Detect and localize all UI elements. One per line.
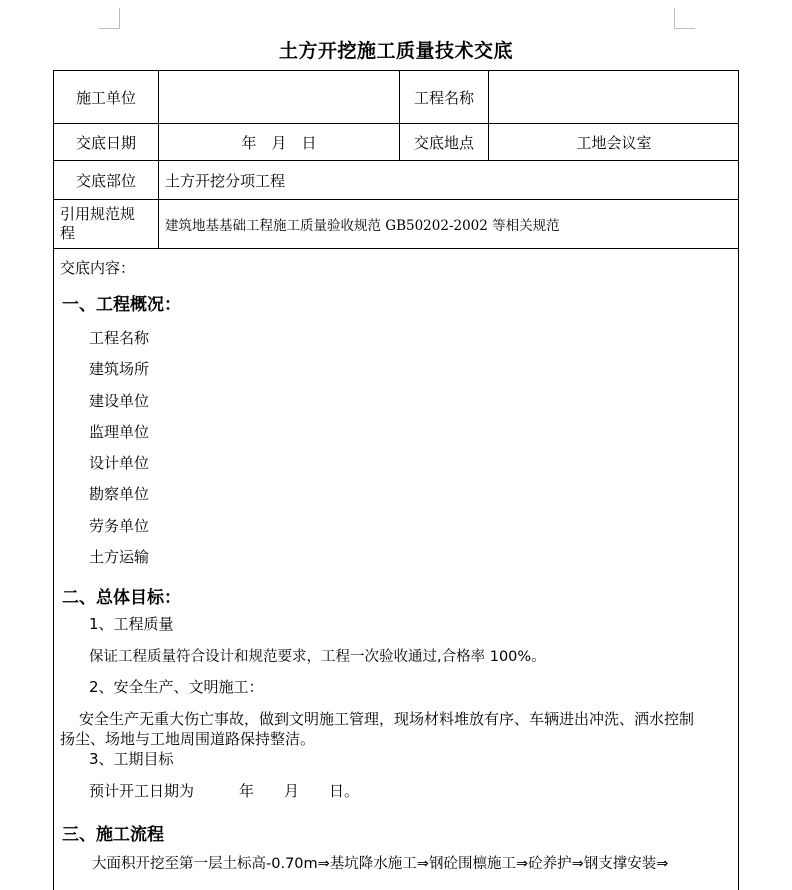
page-corner-mark-right xyxy=(674,8,695,29)
disclosure-form xyxy=(53,70,739,890)
construction-unit-field[interactable] xyxy=(159,71,399,123)
overview-item: 土方运输 xyxy=(89,548,150,566)
document-title: 土方开挖施工质量技术交底 xyxy=(278,40,513,62)
overview-item: 勘察单位 xyxy=(89,485,150,503)
overview-item: 监理单位 xyxy=(89,423,150,441)
safety-goal-title: 2、安全生产、文明施工： xyxy=(89,678,264,696)
page-corner-mark-left xyxy=(99,8,120,29)
disclosure-date-label: 交底日期 xyxy=(75,133,136,152)
quality-goal-title: 1、工程质量 xyxy=(89,615,174,633)
disclosure-date-field[interactable]: 年 月 日 xyxy=(241,133,317,152)
section-process-heading: 三、施工流程 xyxy=(62,825,164,845)
process-flow-text: 大面积开挖至第一层土标高-0.70m⇒基坑降水施工⇒钢砼围檩施工⇒砼养护⇒钢支撑安装⇒ xyxy=(92,856,669,872)
disclosure-place-field[interactable]: 工地会议室 xyxy=(576,133,652,152)
disclosure-place-label: 交底地点 xyxy=(413,133,474,152)
reference-standard-field[interactable]: 建筑地基基础工程施工质量验收规范 GB50202-2002 等相关规范 xyxy=(165,218,560,234)
overview-item: 建设单位 xyxy=(89,392,150,410)
schedule-goal-title: 3、工期目标 xyxy=(89,750,174,768)
disclosure-part-label: 交底部位 xyxy=(75,171,136,190)
disclosure-part-field[interactable]: 土方开挖分项工程 xyxy=(165,171,286,190)
reference-standard-label-line2: 程 xyxy=(60,224,76,242)
reference-standard-label xyxy=(60,200,158,248)
section-overview-heading: 一、工程概况： xyxy=(62,295,181,315)
content-intro: 交底内容： xyxy=(60,259,136,277)
row-divider xyxy=(54,248,738,249)
schedule-goal-text: 预计开工日期为 年 月 日。 xyxy=(89,782,360,800)
quality-goal-text: 保证工程质量符合设计和规范要求，工程一次验收通过,合格率 100%。 xyxy=(89,649,546,665)
overview-item: 建筑场所 xyxy=(89,360,150,378)
reference-standard-label-line1: 引用规范规 xyxy=(60,205,136,223)
construction-unit-label: 施工单位 xyxy=(75,88,136,107)
overview-item: 设计单位 xyxy=(89,454,150,472)
overview-item: 劳务单位 xyxy=(89,517,150,535)
safety-goal-text-line1: 安全生产无重大伤亡事故，做到文明施工管理，现场材料堆放有序、车辆进出冲洗、洒水控制 xyxy=(79,710,695,728)
project-name-label: 工程名称 xyxy=(413,88,474,107)
project-name-field[interactable] xyxy=(489,71,739,123)
overview-item: 工程名称 xyxy=(89,329,150,347)
safety-goal-text-line2: 扬尘、场地与工地周围道路保持整洁。 xyxy=(60,730,316,748)
section-goals-heading: 二、总体目标： xyxy=(62,588,181,608)
